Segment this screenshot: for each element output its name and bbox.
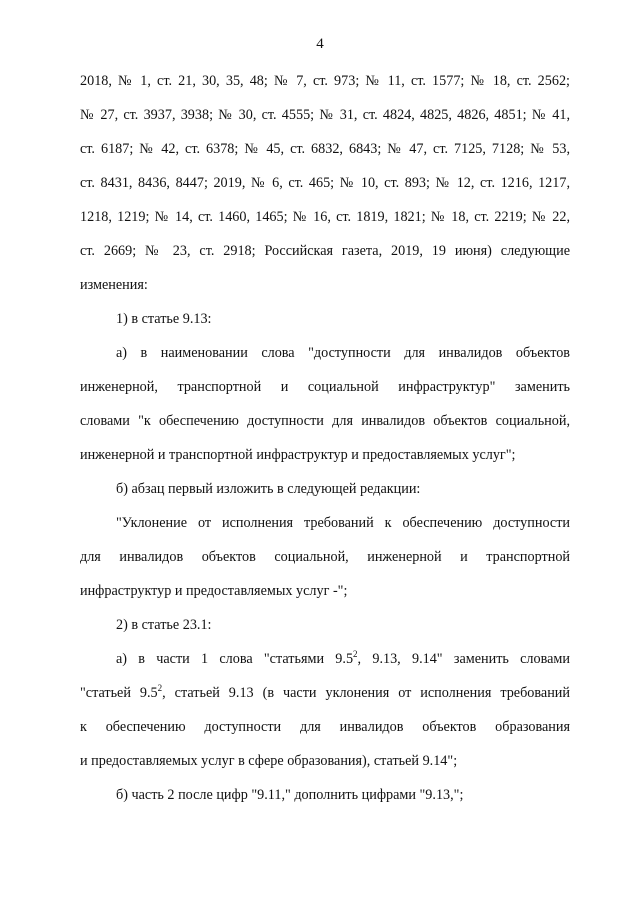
text-segment: , статьей 9.13 (в части уклонения от исполнения требований [162, 685, 570, 701]
text-line: б) часть 2 после цифр "9.11," дополнить цифрами "9.13,"; [116, 787, 464, 803]
superscript: 2 [353, 649, 358, 659]
text-line: ст. 6187; № 42, ст. 6378; № 45, ст. 6832, 6843; № 47, ст. 7125, 7128; № 53, [80, 141, 570, 157]
text-line: ст. 8431, 8436, 8447; 2019, № 6, ст. 465; № 10, ст. 893; № 12, ст. 1216, 1217, [80, 175, 570, 191]
text-line: 1) в статье 9.13: [116, 311, 212, 327]
text-line: инженерной и транспортной инфраструктур и предоставляемых услуг"; [80, 447, 516, 463]
text-line: а) в наименовании слова "доступности для инвалидов объектов [116, 345, 570, 361]
text-line [80, 684, 570, 702]
text-line: инфраструктур и предоставляемых услуг -"; [80, 583, 348, 599]
text-line: 2018, № 1, ст. 21, 30, 35, 48; № 7, ст. 973; № 11, ст. 1577; № 18, ст. 2562; [80, 73, 570, 89]
text-segment: , 9.13, 9.14" заменить словами [357, 651, 570, 667]
text-line: 1218, 1219; № 14, ст. 1460, 1465; № 16, ст. 1819, 1821; № 18, ст. 2219; № 22, [80, 209, 570, 225]
text-line: б) абзац первый изложить в следующей редакции: [116, 481, 421, 497]
text-line: для инвалидов объектов социальной, инженерной и транспортной [80, 549, 570, 565]
page-number: 4 [316, 36, 324, 52]
text-line: изменения: [80, 277, 148, 293]
text-line: 2) в статье 23.1: [116, 617, 212, 633]
text-line: к обеспечению доступности для инвалидов объектов образования [80, 719, 570, 735]
text-line: ст. 2669; № 23, ст. 2918; Российская газета, 2019, 19 июня) следующие [80, 243, 570, 259]
text-segment: а) в части 1 слова "статьями 9.5 [116, 651, 354, 667]
text-line: и предоставляемых услуг в сфере образования), статьей 9.14"; [80, 753, 458, 769]
text-line: инженерной, транспортной и социальной инфраструктур" заменить [80, 379, 570, 395]
text-line [116, 650, 570, 668]
superscript: 2 [157, 683, 163, 693]
text-line: словами "к обеспечению доступности для инвалидов объектов социальной, [80, 413, 570, 429]
text-line: № 27, ст. 3937, 3938; № 30, ст. 4555; № 31, ст. 4824, 4825, 4826, 4851; № 41, [80, 107, 570, 123]
text-segment: "статьей 9.5 [80, 685, 158, 701]
text-line: "Уклонение от исполнения требований к обеспечению доступности [116, 515, 570, 531]
